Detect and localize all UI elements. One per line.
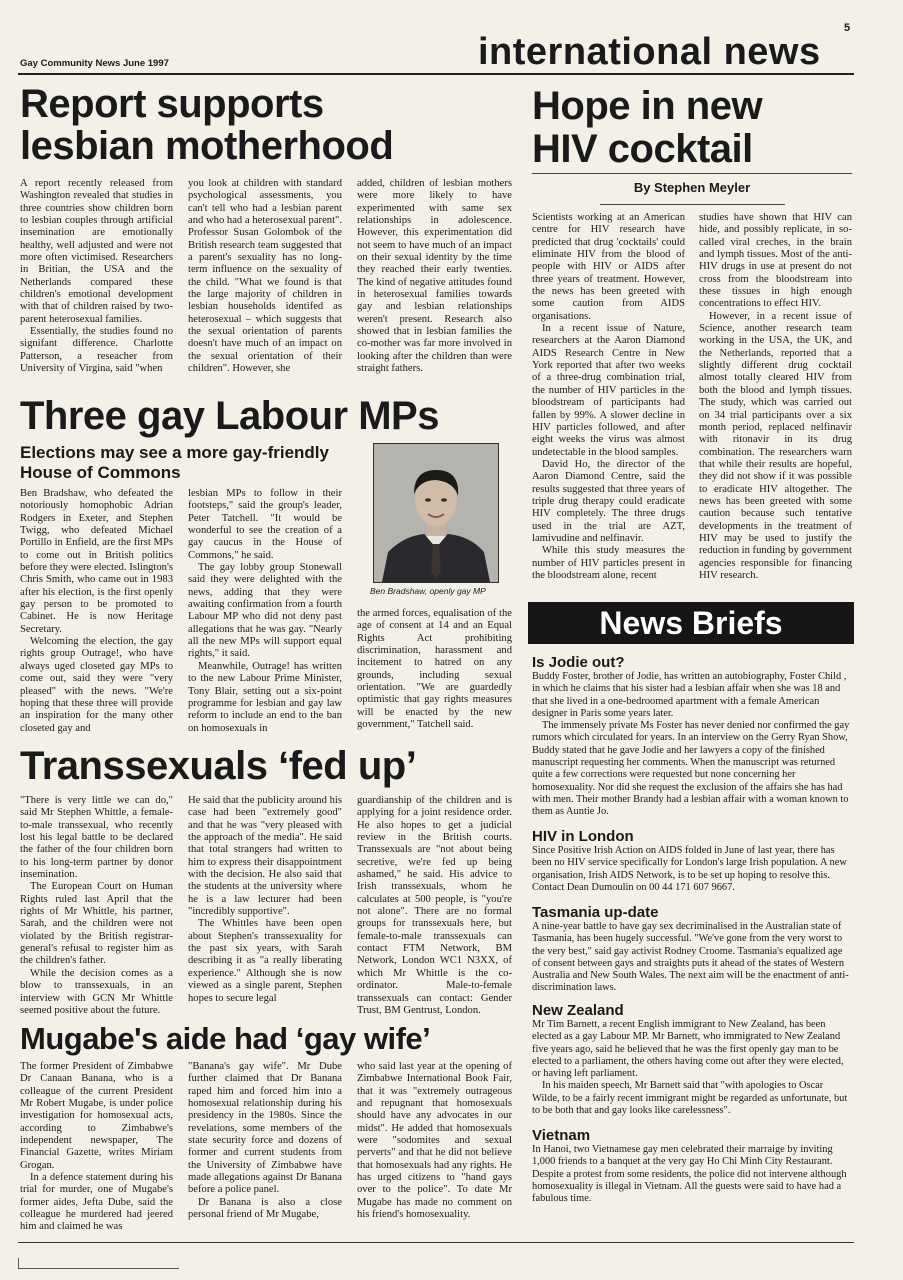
paragraph: Mr Tim Barnett, a recent English immigrant to New Zealand, has been elected as a gay Labour MP. Mr Barnett, who immigrated to New Zealand five years ago, said he believed that he was the first openly gay man to be elected to a parliament, the others having come out after they were elected, or having left parliament. [532, 1019, 844, 1080]
brief-title: New Zealand [532, 1002, 624, 1019]
brief-body [532, 845, 852, 894]
mp-photo [373, 443, 499, 583]
brief-title: Tasmania up-date [532, 904, 659, 921]
paragraph: Scientists working at an American centre for HIV research have predicted that drug 'cocktails' could eliminate HIV from the blood of people with HIV or AIDS after three years of treatment. However, the news has been greeted with some caution from AIDS organisations. [532, 212, 685, 322]
paragraph: In Hanoi, two Vietnamese gay men celebrated their marraige by inviting 1,000 friends to a banquet at the very gay Ho Chi Minh City Restaurant. Despite a protest from some residents, the police did not intervene although homosexuality is illegal in Vietnam. All the guests were said to have had a fabulous time. [532, 1144, 847, 1205]
paragraph: The Whittles have been open about Stephen's transsexuality for the past six years, with Sarah describing it as "a really liberating experience." Although she is now viewed as a single parent, Stephen hopes to secure legal [188, 918, 342, 1004]
transsexuals-headline: Transsexuals ‘fed up’ [20, 744, 417, 788]
paragraph: A report recently released from Washington revealed that studies in three countries show children born to lesbian couples through artificial insemination are emotionally healthy, well adjusted and were not more often victimised. Researchers in Britian, the USA and the Netherlands compared these children's emotional development with that of children raised by two-parent heterosexual families. [20, 178, 173, 325]
labour-mps-subhead: Elections may see a more gay-friendly House of Commons [20, 443, 329, 482]
hiv-cocktail-col-1 [532, 212, 685, 582]
brief-tasmania [532, 904, 852, 995]
footer-rule [18, 1242, 854, 1243]
lesbian-motherhood-headline [20, 83, 393, 167]
mugabe-col-3 [357, 1061, 512, 1221]
publication-line: Gay Community News June 1997 [20, 58, 169, 69]
paragraph: guardianship of the children and is applying for a joint residence order. He also hopes to get a judicial review in the British courts. Transsexuals are "not about being secretive, we're fed up being ashamed," he said. His advice to Irish transsexuals, whom he calculates at 500 people, is "you're not alone". There are no formal groups for transsexuals here, but female-to-male transsexuals can contact FTM Network, BM Network, London WC1 N3XX, of which Mr Whittle is the co-ordinator. Male-to-female transsexuals can contact: Gender Trust, BM Gentrust, London. [357, 795, 512, 1016]
brief-title: HIV in London [532, 828, 634, 845]
paragraph: who said last year at the opening of Zimbabwe International Book Fair, that it was "extremely outrageous and repugnant that homosexuals should have any advocates in our midst". He added that homosexuals were "sodomites and sexual perverts" and that he did not believe that homosexuals had any rights. He has urged citizens to "hand gays over to the police". To date Mr Mugabe has made no comment on his friend's homosexuality. [357, 1061, 512, 1221]
brief-body [532, 1019, 852, 1117]
paragraph: Essentially, the studies found no signifant difference. Charlotte Patterson, a reseacher from University of Virgina, said "when [20, 326, 173, 375]
paragraph: The former President of Zimbabwe Dr Canaan Banana, who is a colleague of the current President Mr Robert Mugabe, is under police investigation for homosexual acts, according to Zimbabwe's independent newspaper, The Financial Gazette, writes Miriam Grogan. [20, 1061, 173, 1171]
paragraph: studies have shown that HIV can hide, and possibly replicate, in so-called viral creches, in the brain and lymph tissues. Most of the anti-HIV drugs in use at present do not cross from the bloodstream into these tissues in high enough concentrations to effect HIV. [699, 212, 852, 310]
brief-jodie [532, 654, 852, 819]
headline-line-1: Hope in new [532, 84, 763, 128]
brief-body [532, 1144, 852, 1205]
paragraph: While this study measures the number of HIV particles present in the bloodstream alone, recent [532, 545, 685, 581]
paragraph: Meanwhile, Outrage! has written to the new Labour Prime Minister, Tony Blair, setting out a six-point programme for lesbian and gay law reform to include an end to the ban on homosexuals in [188, 660, 342, 734]
hiv-cocktail-col-2 [699, 212, 852, 582]
paragraph: the armed forces, equalisation of the age of consent at 14 and an Equal Rights Act prohibiting discrimination, harassment and incitement to hatred on any grounds, including sexual orientation. "We are guardedly optimistic that gay rights measures will be enacted by the new government," Tatchell said. [357, 608, 512, 731]
lesbian-motherhood-col-1 [20, 178, 173, 376]
brief-title: Vietnam [532, 1127, 591, 1144]
lesbian-motherhood-col-3 [357, 178, 512, 376]
section-title: international news [478, 31, 821, 73]
paragraph: In his maiden speech, Mr Barnett said that "with apologies to Oscar Wilde, to be a fairly recent immigrant might be regarded as unfortunate, but to be both that and gay looks like carelessness". [532, 1080, 848, 1117]
paragraph: The gay lobby group Stonewall said they were delighted with the news, adding that they were awaiting confirmation from a fourth Labour MP who did not deny past allegations that he was gay. "Nearly all the new MPs will support equal rights," it said. [188, 562, 342, 660]
brief-hiv-london [532, 828, 852, 894]
transsexuals-col-1 [20, 795, 173, 1017]
mugabe-headline: Mugabe's aide had ‘gay wife’ [20, 1021, 431, 1056]
transsexuals-col-2 [188, 795, 342, 1005]
transsexuals-col-3 [357, 795, 512, 1017]
labour-mps-col-1 [20, 488, 173, 735]
paragraph: Ben Bradshaw, who defeated the notoriously homophobic Adrian Rodgers in Exeter, and Stephen Twigg, who defeated Michael Portillo in Enfield, are the first MPs to come out in British politics before they were elected. Islington's Chris Smith, who came out in 1983 after his election, is the first openly gay person to be promoted to Cabinet. He is now Heritage Secretary. [20, 488, 173, 635]
paragraph: In a recent issue of Nature, researchers at the Aaron Diamond AIDS Research Centre in New York reported that after two weeks of a three-drug combination trial, the number of HIV particles in the bloodstream of participants had fallen by 99%. A slower decline in HIV particles followed, and after eight weeks the virus was almost undetectable in the blood samples. [532, 323, 685, 458]
photo-caption: Ben Bradshaw, openly gay MP [370, 586, 486, 596]
paragraph: The immensely private Ms Foster has never denied nor confirmed the gay rumors which circulated for years. In an interview on the Gerry Ryan Show, Buddy stated that he gave Jodie and her lawyers a copy of the finished manuscript requesting her comments. When the manuscript was returned quite a few corrections were requested but none concerning her homosexuality. Nor did she request the exclusion of the affairs she has had with men. Their mother Brandy had a lesbian affair with a woman known to them as Auntie Jo. [532, 720, 850, 818]
paragraph: lesbian MPs to follow in their footsteps," said the group's leader, Peter Tatchell. "It would be wonderful to see the creation of a gay caucus in the House of Commons," he said. [188, 488, 342, 561]
mugabe-col-2 [188, 1061, 342, 1221]
paragraph: The European Court on Human Rights ruled last April that the rights of Mr Whittle, his partner, Sarah, and the children were not violated by the British registrar-general's refusal to register him as the children's father. [20, 881, 173, 967]
hiv-cocktail-headline [532, 85, 762, 171]
paragraph: Buddy Foster, brother of Jodie, has written an autobiography, Foster Child , in which he claims that his sister had a lesbian affair when she was 18 and that she lived in a one-bedroomed apartment with a female American designer in Paris some years later. [532, 671, 847, 719]
footer-crop-mark [18, 1258, 179, 1269]
lesbian-motherhood-col-2 [188, 178, 342, 376]
paragraph: David Ho, the director of the Aaron Diamond Centre, said the results suggested that three years of triple drug therapy could eradicate HIV completely. The three drugs used in the trial are AZT, lamivudine and nelfinavir. [532, 458, 685, 544]
paragraph: However, in a recent issue of Science, another research team working in the USA, the UK, and the Netherlands, reported that a slightly different drug cocktail almost totally cleared HIV from both the blood and lymph tissues. The study, which was carried out on 34 trial participants over a six month period, replaced nelfinavir with ritonavir in its drug combination. The researchers warn that while their results are hopeful, they did not show if it was possible to eradicate HIV altogether. The news has been greeted with some caution because such tentative developments in the treatment of HIV may be used to justify the reduction in funding by government agencies responsible for financing HIV research. [699, 310, 852, 581]
brief-body [532, 921, 852, 995]
news-briefs-banner: News Briefs [528, 602, 854, 644]
paragraph: "There is very little we can do," said Mr Stephen Whittle, a female-to-male transsexual, who recently lost his legal battle to be declared the father of the four children born to his long-term partner by donor insemination. [20, 795, 173, 881]
header-rule [18, 73, 854, 75]
paragraph: Since Positive Irish Action on AIDS folded in June of last year, there has been no HIV service specifically for London's large Irish population. A new organisation, Irish AIDS Network, is to be set up hoping to resolve this. Contact Dean Dumoulin on 00 44 171 607 9667. [532, 845, 847, 893]
paragraph: Dr Banana is also a close personal friend of Mr Mugabe, [188, 1196, 342, 1221]
brief-title: Is Jodie out? [532, 654, 625, 671]
brief-vietnam [532, 1127, 852, 1205]
byline-rule [532, 173, 852, 174]
brief-body [532, 671, 852, 819]
headline-line-2: lesbian motherhood [20, 124, 394, 168]
paragraph: "Banana's gay wife". Mr Dube further claimed that Dr Banana raped him and forced him into a homosexual relationship during his presidency in the 1980s. Since the revelations, some members of the state security force and dozens of former and current students from the University of Zimbabwe have made allegations against Dr Banana before a police panel. [188, 1061, 342, 1196]
paragraph: you look at children with standard psychological assessments, you can't tell who had a lesbian parent and who had a heterosexual parent". Professor Susan Golombok of the British research team suggested that a parent's sexuality has no long-term influence on the sexuality of the child. "What we found is that the large majority of children in lesbian households identifed as heterosexual – which suggests that the sexual orientation of parents doesn't have much of an impact on the sexual orientation of their children". However, she [188, 178, 342, 375]
headline-line-1: Report supports [20, 82, 324, 126]
labour-mps-col-3 [357, 608, 512, 731]
labour-mps-col-2 [188, 488, 342, 735]
paragraph: In a defence statement during his trial for murder, one of Mugabe's former aides, Jefta Dube, said the colleague he murdered had jeered him and claimed he was [20, 1172, 173, 1233]
headline-line-2: HIV cocktail [532, 127, 753, 171]
brief-new-zealand [532, 1002, 852, 1117]
paragraph: While the decision comes as a blow to transsexuals, in an interview with GCN Mr Whittle seemed positive about the future. [20, 967, 173, 1016]
labour-mps-headline: Three gay Labour MPs [20, 394, 439, 438]
portrait-image [374, 444, 498, 582]
byline-rule [600, 204, 785, 205]
paragraph: Welcoming the election, the gay rights group Outrage!, who have always uged closeted gay MPs to come out, said they were "very pleased" with the news. "We're hoping that these three will provide an inspiration for the many other closeted gay and [20, 636, 173, 734]
paragraph: A nine-year battle to have gay sex decriminalised in the Australian state of Tasmania, has been hugely successful. "We've gone from the very worst to the very best," said gay activist Rodney Croome. Tasmania's equalized age of consent between gays and straights puts it ahead of the states of Western Australia and New South Wales. The next aim will be the enactment of anti-discrimination laws. [532, 921, 849, 994]
page-number: 5 [844, 22, 851, 34]
mugabe-col-1 [20, 1061, 173, 1234]
paragraph: added, children of lesbian mothers were more likely to have experimented with same sex relationships in adolescence. However, this experimentation did not seem to have much of an impact on their sexual identity by the time they reached their early twenties. The kind of negative attitudes found in heterosexual families towards gay and lesbian relationships weren't present. Research also showed that in lesbian families the co-mother was far more involved in looking after the children than were straight fathers. [357, 178, 512, 375]
byline: By Stephen Meyler [633, 180, 751, 195]
paragraph: He said that the publicity around his case had been "extremely good" and that he was "very pleased with the approach of the media". He said that total strangers had written to him to express their disappointment with the decision. He also said that the students at the university where he is a law lecturer had been "incredibly supportive". [188, 795, 342, 918]
